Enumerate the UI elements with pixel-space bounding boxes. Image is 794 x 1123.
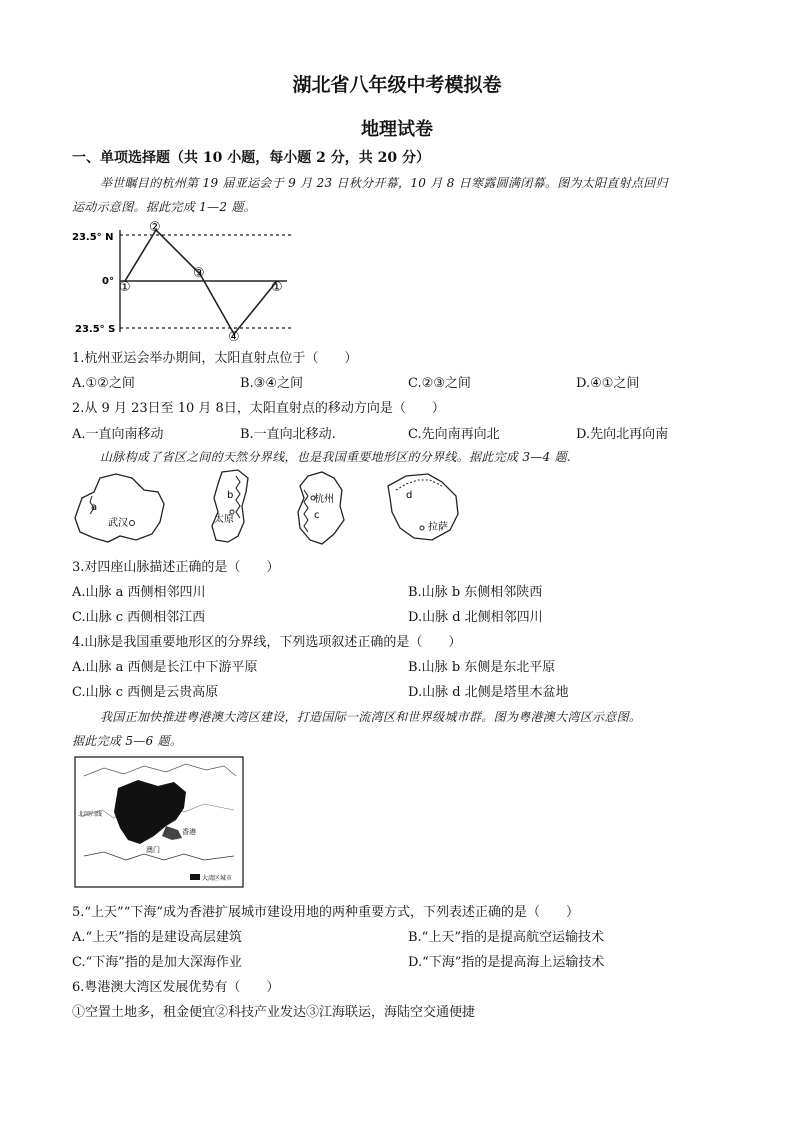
point-2: ②	[149, 220, 161, 235]
question-2-option-b[interactable]: B.一直向北移动.	[240, 427, 336, 442]
question-4-option-b[interactable]: B.山脉 b 东侧是东北平原	[408, 660, 556, 675]
passage-2-line-1: 山脉构成了省区之间的天然分界线，也是我国重要地形区的分界线。据此完成 3—4 题.	[100, 450, 572, 464]
map-b-letter: b	[227, 490, 234, 501]
map-tibet	[388, 474, 458, 540]
mountain-d-symbol	[396, 480, 442, 490]
question-2-option-a[interactable]: A.一直向南移动	[72, 427, 164, 442]
question-3-option-d[interactable]: D.山脉 d 北侧相邻四川	[408, 610, 543, 625]
question-5-option-c[interactable]: C.“下海”指的是加大深海作业	[72, 955, 242, 970]
point-1-left: ①	[119, 280, 131, 295]
question-3-option-c[interactable]: C.山脉 c 西侧相邻江西	[72, 610, 206, 625]
point-1-right: ①	[271, 280, 283, 295]
map-c-city: 杭州	[314, 494, 334, 505]
bay-area-map	[74, 756, 244, 888]
question-1-option-b[interactable]: B.③④之间	[240, 376, 303, 391]
legend-label: 大湾区城市	[202, 875, 233, 882]
label-23n: 23.5° N	[72, 232, 114, 243]
legend-swatch	[190, 874, 200, 880]
question-5-option-d[interactable]: D.“下海”指的是提高海上运输技术	[408, 955, 605, 970]
question-4-option-c[interactable]: C.山脉 c 西侧是云贵高原	[72, 685, 219, 700]
point-3: ③	[193, 266, 205, 281]
passage-1-line-1: 举世瞩目的杭州第 19 届亚运会于 9 月 23 日秋分开幕，10 月 8 日寒露圆满闭幕。图为太阳直射点回归	[100, 176, 668, 190]
question-4-option-a[interactable]: A.山脉 a 西侧是长江中下游平原	[72, 660, 258, 675]
map-d-letter: d	[406, 490, 413, 501]
label-hong-kong: 香港	[182, 828, 196, 836]
question-1-option-c[interactable]: C.②③之间	[408, 376, 471, 391]
label-tropic: 北回归线	[78, 811, 103, 818]
solar-migration-figure	[72, 218, 302, 343]
passage-3-line-1: 我国正加快推进粤港澳大湾区建设，打造国际一流湾区和世界级城市群。图为粤港澳大湾区示意图。	[100, 710, 642, 724]
question-3-option-a[interactable]: A.山脉 a 西侧相邻四川	[72, 585, 206, 600]
question-6-statements: ①空置土地多，租金便宜②科技产业发达③江海联运，海陆空交通便捷	[72, 1005, 476, 1020]
question-3-stem: 3.对四座山脉描述正确的是（ ）	[72, 560, 280, 575]
question-2-option-d[interactable]: D.先向北再向南	[576, 427, 669, 442]
question-4-stem: 4.山脉是我国重要地形区的分界线，下列选项叙述正确的是（ ）	[72, 635, 462, 650]
map-a-city: 武汉	[108, 518, 128, 529]
question-5-stem: 5.“上天”“下海”成为香港扩展城市建设用地的两种重要方式，下列表述正确的是（ ）	[72, 905, 579, 920]
question-5-option-b[interactable]: B.“上天”指的是提高航空运输技术	[408, 930, 604, 945]
question-3-option-b[interactable]: B.山脉 b 东侧相邻陕西	[408, 585, 543, 600]
section-heading: 一、单项选择题（共 10 小题，每小题 2 分，共 20 分）	[72, 150, 430, 166]
map-zhejiang	[298, 472, 344, 544]
mountain-maps-figure	[72, 468, 472, 550]
question-2-stem: 2.从 9 月 23日至 10 月 8日，太阳直射点的移动方向是（ ）	[72, 401, 445, 416]
exam-subtitle: 地理试卷	[361, 119, 433, 140]
question-5-option-a[interactable]: A.“上天”指的是建设高层建筑	[72, 930, 242, 945]
migration-path	[125, 230, 277, 334]
label-macau: 澳门	[146, 846, 160, 854]
question-6-stem: 6.粤港澳大湾区发展优势有（ ）	[72, 980, 280, 995]
map-b-city: 太原	[214, 514, 234, 525]
mountain-c-symbol	[304, 490, 308, 532]
map-d-city: 拉萨	[428, 522, 448, 533]
question-2-option-c[interactable]: C.先向南再向北	[408, 427, 500, 442]
question-1-option-a[interactable]: A.①②之间	[72, 376, 135, 391]
question-1-stem: 1.杭州亚运会举办期间，太阳直射点位于（ ）	[72, 351, 358, 366]
label-23s: 23.5° S	[75, 324, 116, 335]
mountain-b-symbol	[236, 476, 240, 518]
question-4-option-d[interactable]: D.山脉 d 北侧是塔里木盆地	[408, 685, 569, 700]
map-c-letter: c	[314, 510, 320, 521]
question-1-option-d[interactable]: D.④①之间	[576, 376, 640, 391]
exam-title: 湖北省八年级中考模拟卷	[292, 74, 502, 96]
passage-3-line-2: 据此完成 5—6 题。	[72, 734, 183, 748]
label-equator: 0°	[102, 276, 114, 287]
map-a-letter: a	[91, 502, 98, 513]
point-4: ④	[228, 330, 240, 343]
passage-1-line-2: 运动示意图。据此完成 1—2 题。	[72, 200, 256, 214]
map-hubei	[75, 474, 164, 542]
map-shanxi	[212, 470, 248, 542]
